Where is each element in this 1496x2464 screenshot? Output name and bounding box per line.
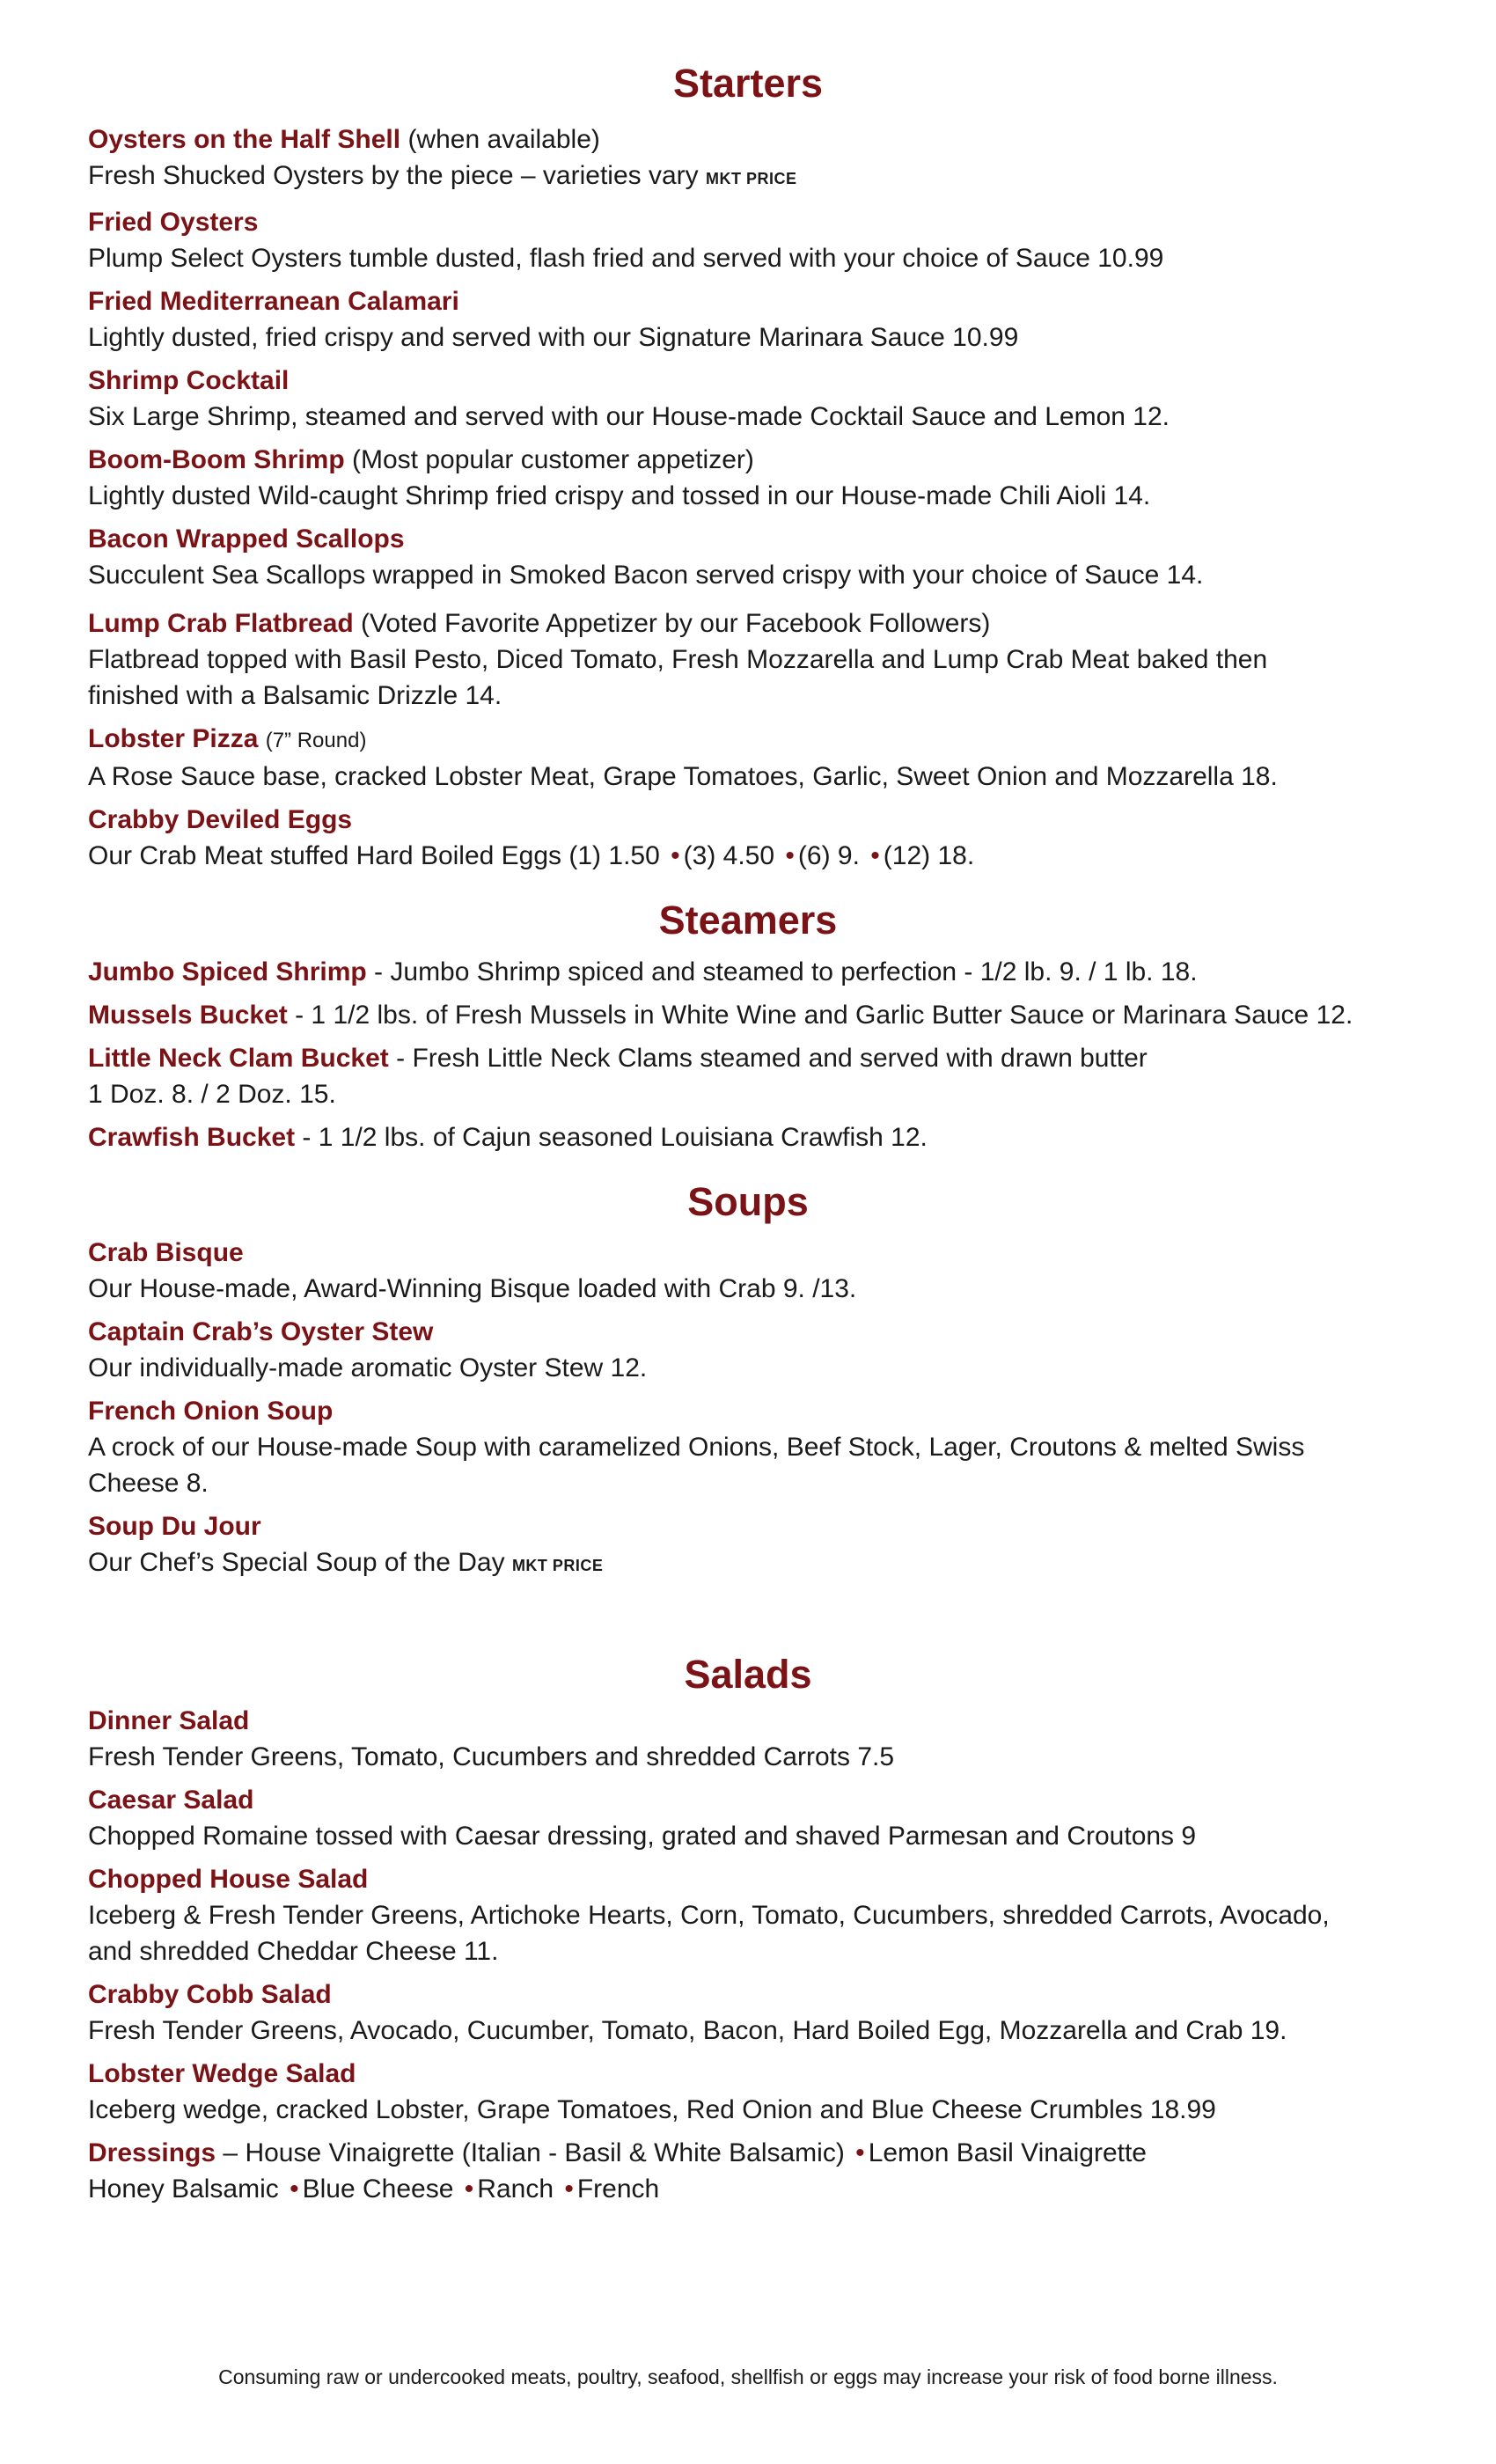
item-description: A crock of our House-made Soup with caramelized Onions, Beef Stock, Lager, Croutons & melted Swiss (88, 1432, 1305, 1462)
item-name: Jumbo Spiced Shrimp (88, 957, 367, 986)
list-item (88, 1976, 1408, 2049)
item-description: - 1 1/2 lbs. of Fresh Mussels in White Wine and Garlic Butter Sauce or Marinara Sauce 12. (287, 1001, 1353, 1030)
list-item (88, 1119, 1408, 1155)
option-price: (3) 4.50 (683, 840, 775, 870)
item-description-cont: 1 Doz. 8. / 2 Doz. 15. (88, 1080, 336, 1109)
dressings-dash: – (216, 2138, 246, 2167)
item-name: Fried Oysters (88, 207, 259, 237)
item-description: Lightly dusted, fried crispy and served with our Signature Marinara Sauce 10.99 (88, 322, 1019, 352)
item-name: Chopped House Salad (88, 1865, 369, 1894)
list-item (88, 1703, 1408, 1775)
steamers-list (88, 954, 1408, 1155)
list-item (88, 1314, 1408, 1386)
item-description: Chopped Romaine tossed with Caesar dressing, grated and shaved Parmesan and Croutons 9 (88, 1822, 1197, 1851)
item-note: (7” Round) (265, 728, 367, 752)
list-item (88, 204, 1408, 276)
item-name: Mussels Bucket (88, 1001, 288, 1030)
bullet-separator: • (870, 840, 880, 870)
list-item (88, 721, 1408, 795)
dressing-option: Honey Balsamic (88, 2174, 279, 2204)
list-item (88, 1508, 1408, 1584)
item-name: Oysters on the Half Shell (88, 124, 401, 154)
item-name: Captain Crab’s Oyster Stew (88, 1316, 434, 1346)
item-name: Lobster Wedge Salad (88, 2059, 356, 2088)
item-name: Little Neck Clam Bucket (88, 1044, 389, 1073)
list-item (88, 121, 1408, 197)
price-tag: MKT PRICE (511, 1556, 604, 1574)
item-name: Dinner Salad (88, 1706, 250, 1735)
bullet-separator: • (671, 840, 680, 870)
list-item (88, 1235, 1408, 1307)
item-description: Iceberg & Fresh Tender Greens, Artichoke Hearts, Corn, Tomato, Cucumbers, shredded Carrots, Avocado, (88, 1901, 1330, 1930)
item-description: Succulent Sea Scallops wrapped in Smoked Bacon served crispy with your choice of Sauce 14. (88, 560, 1204, 590)
item-description: Our Crab Meat stuffed Hard Boiled Eggs (1) 1.50 (88, 840, 660, 870)
section-title-soups: Soups (687, 1179, 809, 1224)
item-description: Plump Select Oysters tumble dusted, flash fried and served with your choice of Sauce 10.99 (88, 243, 1164, 273)
item-description: Lightly dusted Wild-caught Shrimp fried crispy and tossed in our House-made Chili Aioli 14. (88, 480, 1151, 510)
item-note: (Most popular customer appetizer) (352, 444, 754, 474)
item-note: (Voted Favorite Appetizer by our Facebook Followers) (361, 608, 991, 638)
dressing-option: Ranch (477, 2174, 554, 2204)
item-description: A Rose Sauce base, cracked Lobster Meat, Grape Tomatoes, Garlic, Sweet Onion and Mozzarella 18. (88, 761, 1278, 791)
bullet-separator: • (290, 2174, 299, 2204)
item-name: Shrimp Cocktail (88, 365, 290, 395)
list-item (88, 442, 1408, 514)
option-price: (12) 18. (883, 840, 975, 870)
item-name: Caesar Salad (88, 1786, 254, 1815)
section-title-salads: Salads (684, 1651, 812, 1697)
item-description-cont: finished with a Balsamic Drizzle 14. (88, 680, 502, 710)
item-description: Our individually-made aromatic Oyster Stew 12. (88, 1353, 648, 1382)
item-name: Bacon Wrapped Scallops (88, 524, 405, 554)
item-description: - Fresh Little Neck Clams steamed and served with drawn butter (388, 1044, 1148, 1073)
item-name: Boom-Boom Shrimp (88, 444, 345, 474)
item-description: Our Chef’s Special Soup of the Day (88, 1547, 505, 1577)
item-name: Crab Bisque (88, 1237, 244, 1267)
dressing-option: Lemon Basil Vinaigrette (868, 2138, 1147, 2167)
list-item (88, 363, 1408, 435)
item-name: Fried Mediterranean Calamari (88, 286, 459, 316)
item-description: Fresh Tender Greens, Avocado, Cucumber, Tomato, Bacon, Hard Boiled Egg, Mozzarella and Crab 19. (88, 2016, 1287, 2045)
salads-list (88, 1703, 1408, 2207)
item-name: Crawfish Bucket (88, 1123, 296, 1152)
dressings-item (88, 2135, 1408, 2207)
item-name: Crabby Deviled Eggs (88, 804, 353, 834)
section-title-starters: Starters (672, 61, 824, 106)
item-description: Fresh Tender Greens, Tomato, Cucumbers and shredded Carrots 7.5 (88, 1742, 895, 1771)
list-item (88, 802, 1408, 874)
item-note: (when available) (407, 124, 600, 154)
item-description: Our House-made, Award-Winning Bisque loaded with Crab 9. /13. (88, 1273, 857, 1303)
list-item (88, 997, 1408, 1033)
bullet-separator: • (464, 2174, 474, 2204)
list-item (88, 283, 1408, 356)
item-name: Crabby Cobb Salad (88, 1980, 332, 2009)
list-item (88, 521, 1408, 593)
dressing-option: Blue Cheese (302, 2174, 454, 2204)
item-description: Six Large Shrimp, steamed and served with our House-made Cocktail Sauce and Lemon 12. (88, 401, 1170, 431)
menu-page (88, 62, 1408, 2207)
list-item (88, 1861, 1408, 1969)
bullet-separator: • (855, 2138, 865, 2167)
list-item (88, 605, 1408, 714)
item-name: Lobster Pizza (88, 723, 259, 753)
bullet-separator: • (785, 840, 795, 870)
list-item (88, 1040, 1408, 1112)
bullet-separator: • (564, 2174, 574, 2204)
soups-list (88, 1235, 1408, 1584)
item-description-cont: and shredded Cheddar Cheese 11. (88, 1937, 499, 1966)
list-item (88, 2056, 1408, 2128)
item-name: Lump Crab Flatbread (88, 608, 354, 638)
item-description: Iceberg wedge, cracked Lobster, Grape Tomatoes, Red Onion and Blue Cheese Crumbles 18.99 (88, 2095, 1216, 2124)
item-description-cont: Cheese 8. (88, 1468, 209, 1498)
item-description: Fresh Shucked Oysters by the piece – varieties vary (88, 160, 699, 190)
item-description: Flatbread topped with Basil Pesto, Diced Tomato, Fresh Mozzarella and Lump Crab Meat baked then (88, 644, 1268, 674)
dressing-option: House Vinaigrette (Italian - Basil & White Balsamic) (245, 2138, 845, 2167)
list-item (88, 1782, 1408, 1854)
list-item (88, 1393, 1408, 1501)
dressing-option: French (576, 2174, 660, 2204)
section-title-steamers: Steamers (658, 897, 838, 942)
item-description: - 1 1/2 lbs. of Cajun seasoned Louisiana Crawfish 12. (295, 1123, 928, 1152)
item-name: French Onion Soup (88, 1396, 334, 1426)
starters-list (88, 121, 1408, 874)
item-description: - Jumbo Shrimp spiced and steamed to perfection - 1/2 lb. 9. / 1 lb. 18. (366, 957, 1198, 986)
list-item (88, 954, 1408, 990)
item-name: Soup Du Jour (88, 1511, 261, 1541)
option-price: (6) 9. (797, 840, 860, 870)
price-tag: MKT PRICE (705, 169, 797, 187)
dressings-label: Dressings (88, 2138, 216, 2167)
footer-disclaimer: Consuming raw or undercooked meats, poultry, seafood, shellfish or eggs may increase your risk of food borne illness. (218, 2365, 1278, 2388)
